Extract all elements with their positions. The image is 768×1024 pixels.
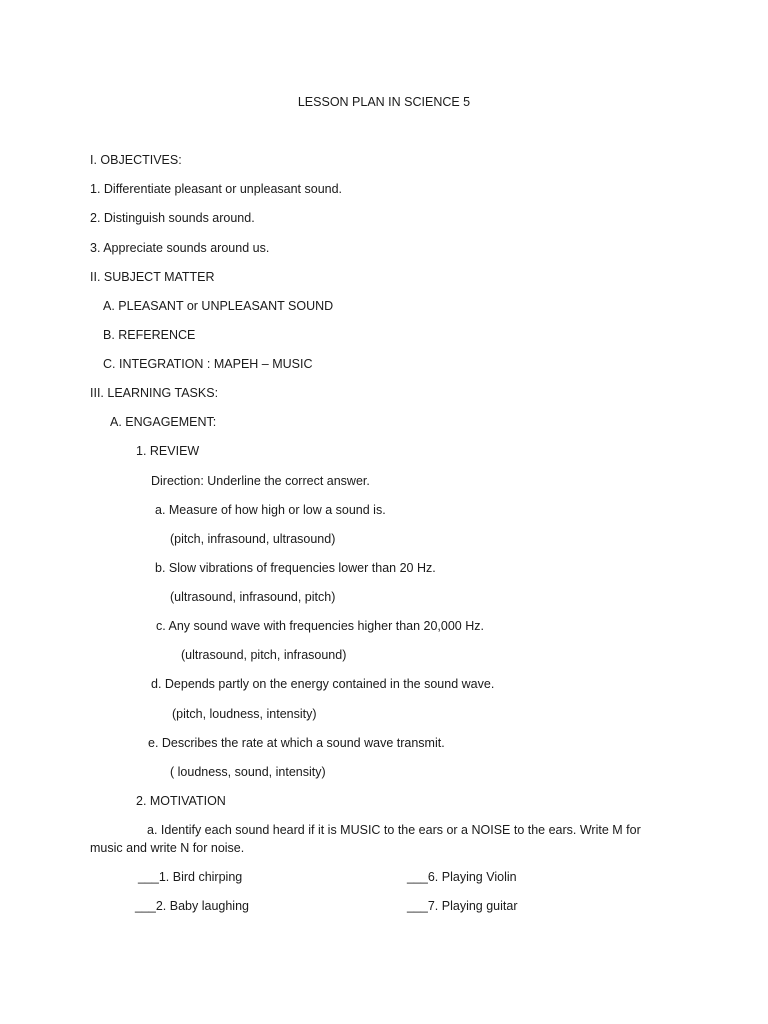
subject-matter-item-b: B. REFERENCE	[103, 328, 196, 342]
learning-tasks-heading: III. LEARNING TASKS:	[90, 386, 219, 400]
review-question-a: a. Measure of how high or low a sound is.	[155, 503, 386, 517]
motivation-item-2: ___2. Baby laughing	[135, 899, 249, 913]
review-choices-e: ( loudness, sound, intensity)	[170, 765, 326, 779]
subject-matter-item-c: C. INTEGRATION : MAPEH – MUSIC	[103, 357, 313, 371]
motivation-item-7: ___7. Playing guitar	[407, 899, 518, 913]
review-question-e: e. Describes the rate at which a sound wave transmit.	[148, 736, 445, 750]
motivation-instruction-text: a. Identify each sound heard if it is MUSIC to the ears or a NOISE to the ears. Write M for music and write N for noise.	[90, 823, 641, 855]
motivation-item-6: ___6. Playing Violin	[407, 870, 517, 884]
review-question-d: d. Depends partly on the energy contained in the sound wave.	[151, 677, 495, 691]
review-choices-c: (ultrasound, pitch, infrasound)	[181, 648, 347, 662]
objective-item-1: 1. Differentiate pleasant or unpleasant sound.	[90, 182, 343, 196]
objective-item-2: 2. Distinguish sounds around.	[90, 211, 255, 225]
review-heading: 1. REVIEW	[136, 444, 200, 458]
objectives-heading: I. OBJECTIVES:	[90, 153, 182, 167]
review-question-c: c. Any sound wave with frequencies higher than 20,000 Hz.	[156, 619, 484, 633]
motivation-heading: 2. MOTIVATION	[136, 794, 226, 808]
review-question-b: b. Slow vibrations of frequencies lower than 20 Hz.	[155, 561, 436, 575]
review-choices-d: (pitch, loudness, intensity)	[172, 707, 317, 721]
review-direction: Direction: Underline the correct answer.	[151, 474, 370, 488]
motivation-instruction	[90, 821, 660, 857]
page-title: LESSON PLAN IN SCIENCE 5	[297, 95, 471, 109]
objective-item-3: 3. Appreciate sounds around us.	[90, 241, 270, 255]
subject-matter-item-a: A. PLEASANT or UNPLEASANT SOUND	[103, 299, 334, 313]
engagement-heading: A. ENGAGEMENT:	[110, 415, 217, 429]
review-choices-b: (ultrasound, infrasound, pitch)	[170, 590, 336, 604]
motivation-item-1: ___1. Bird chirping	[138, 870, 243, 884]
subject-matter-heading: II. SUBJECT MATTER	[90, 270, 215, 284]
review-choices-a: (pitch, infrasound, ultrasound)	[170, 532, 336, 546]
